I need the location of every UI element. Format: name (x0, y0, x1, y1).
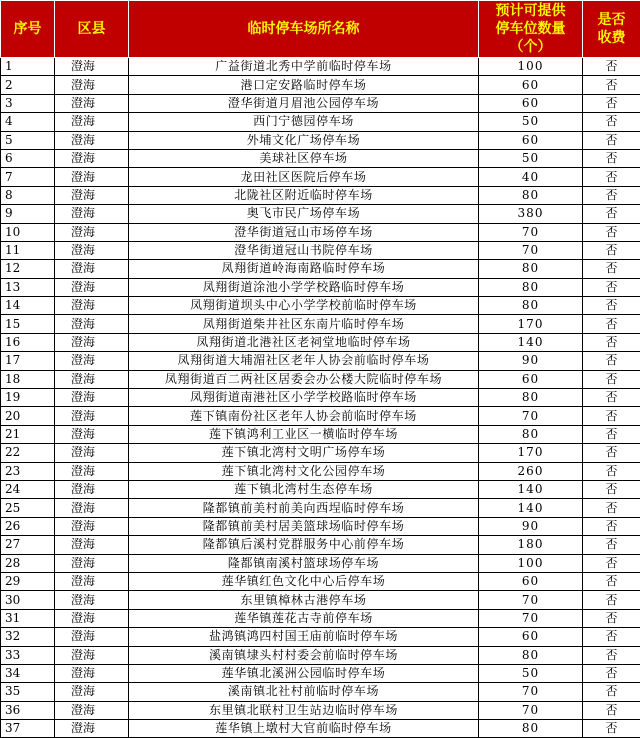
cell-lot-name: 莲华镇北溪洲公园临时停车场 (129, 664, 479, 682)
cell-fee: 否 (583, 720, 640, 738)
table-row (1, 352, 640, 370)
cell-county: 澄海 (55, 517, 129, 535)
cell-space-count: 60 (479, 370, 583, 388)
cell-lot-name: 溪南镇埭头村村委会前临时停车场 (129, 646, 479, 664)
cell-seq: 23 (1, 462, 55, 480)
cell-lot-name: 凤翔街道百二两社区居委会办公楼大院临时停车场 (129, 370, 479, 388)
cell-county: 澄海 (55, 168, 129, 186)
cell-space-count: 40 (479, 168, 583, 186)
cell-county: 澄海 (55, 609, 129, 627)
cell-space-count: 70 (479, 241, 583, 259)
cell-fee: 否 (583, 407, 640, 425)
table-row (1, 554, 640, 572)
table-row (1, 58, 640, 76)
cell-seq: 9 (1, 205, 55, 223)
cell-fee: 否 (583, 572, 640, 590)
cell-county: 澄海 (55, 572, 129, 590)
cell-fee: 否 (583, 517, 640, 535)
cell-space-count: 70 (479, 609, 583, 627)
cell-lot-name: 隆都镇前美村前美向西埕临时停车场 (129, 499, 479, 517)
cell-lot-name: 西门宁德园停车场 (129, 113, 479, 131)
cell-lot-name: 北陇社区附近临时停车场 (129, 186, 479, 204)
cell-seq: 31 (1, 609, 55, 627)
cell-seq: 20 (1, 407, 55, 425)
cell-space-count: 80 (479, 278, 583, 296)
cell-county: 澄海 (55, 701, 129, 719)
cell-space-count: 80 (479, 260, 583, 278)
cell-space-count: 100 (479, 554, 583, 572)
cell-seq: 16 (1, 333, 55, 351)
cell-fee: 否 (583, 499, 640, 517)
cell-seq: 7 (1, 168, 55, 186)
cell-space-count: 60 (479, 628, 583, 646)
header-row (1, 1, 640, 58)
table-row (1, 536, 640, 554)
table-row (1, 720, 640, 738)
cell-space-count: 170 (479, 444, 583, 462)
cell-county: 澄海 (55, 297, 129, 315)
cell-fee: 否 (583, 315, 640, 333)
cell-lot-name: 莲下镇北湾村生态停车场 (129, 480, 479, 498)
cell-county: 澄海 (55, 425, 129, 443)
cell-lot-name: 莲华镇上墩村大官前临时停车场 (129, 720, 479, 738)
cell-lot-name: 龙田社区医院后停车场 (129, 168, 479, 186)
cell-seq: 3 (1, 94, 55, 112)
cell-lot-name: 隆都镇后溪村党群服务中心前停车场 (129, 536, 479, 554)
cell-fee: 否 (583, 683, 640, 701)
cell-seq: 36 (1, 701, 55, 719)
cell-lot-name: 澄华街道冠山书院停车场 (129, 241, 479, 259)
cell-space-count: 140 (479, 499, 583, 517)
table-row (1, 94, 640, 112)
cell-space-count: 90 (479, 352, 583, 370)
table-row (1, 664, 640, 682)
cell-fee: 否 (583, 664, 640, 682)
cell-space-count: 60 (479, 94, 583, 112)
cell-space-count: 70 (479, 683, 583, 701)
cell-county: 澄海 (55, 241, 129, 259)
cell-space-count: 80 (479, 425, 583, 443)
cell-lot-name: 莲华镇莲花古寺前停车场 (129, 609, 479, 627)
cell-fee: 否 (583, 646, 640, 664)
cell-fee: 否 (583, 333, 640, 351)
cell-space-count: 50 (479, 664, 583, 682)
cell-county: 澄海 (55, 205, 129, 223)
cell-lot-name: 隆都镇前美村居美篮球场临时停车场 (129, 517, 479, 535)
cell-seq: 32 (1, 628, 55, 646)
cell-county: 澄海 (55, 278, 129, 296)
cell-county: 澄海 (55, 333, 129, 351)
cell-fee: 否 (583, 168, 640, 186)
cell-seq: 13 (1, 278, 55, 296)
table-row (1, 278, 640, 296)
cell-fee: 否 (583, 113, 640, 131)
header-count-line: 停车位数量 (495, 21, 566, 37)
cell-seq: 22 (1, 444, 55, 462)
cell-fee: 否 (583, 480, 640, 498)
cell-fee: 否 (583, 76, 640, 94)
table-row (1, 609, 640, 627)
cell-lot-name: 莲华镇红色文化中心后停车场 (129, 572, 479, 590)
table-row (1, 131, 640, 149)
table-row (1, 76, 640, 94)
cell-lot-name: 凤翔街道柴井社区东南片临时停车场 (129, 315, 479, 333)
cell-lot-name: 凤翔街道南港社区小学学校路临时停车场 (129, 389, 479, 407)
cell-county: 澄海 (55, 407, 129, 425)
cell-lot-name: 凤翔街道北港社区老祠堂地临时停车场 (129, 333, 479, 351)
header-county: 区县 (55, 1, 129, 58)
cell-county: 澄海 (55, 186, 129, 204)
cell-lot-name: 广益街道北秀中学前临时停车场 (129, 58, 479, 76)
cell-space-count: 80 (479, 297, 583, 315)
cell-fee: 否 (583, 131, 640, 149)
cell-space-count: 70 (479, 701, 583, 719)
table-row (1, 241, 640, 259)
table-row (1, 499, 640, 517)
cell-fee: 否 (583, 554, 640, 572)
cell-space-count: 50 (479, 113, 583, 131)
cell-county: 澄海 (55, 499, 129, 517)
cell-space-count: 60 (479, 131, 583, 149)
table-body (1, 58, 640, 738)
table-row (1, 205, 640, 223)
cell-county: 澄海 (55, 554, 129, 572)
cell-space-count: 100 (479, 58, 583, 76)
cell-county: 澄海 (55, 58, 129, 76)
cell-fee: 否 (583, 149, 640, 167)
cell-space-count: 70 (479, 591, 583, 609)
cell-seq: 17 (1, 352, 55, 370)
cell-county: 澄海 (55, 683, 129, 701)
cell-county: 澄海 (55, 149, 129, 167)
header-name: 临时停车场所名称 (129, 1, 479, 58)
cell-fee: 否 (583, 462, 640, 480)
cell-lot-name: 美球社区停车场 (129, 149, 479, 167)
cell-space-count: 380 (479, 205, 583, 223)
header-count-line: （个） (509, 39, 552, 55)
cell-county: 澄海 (55, 94, 129, 112)
cell-seq: 24 (1, 480, 55, 498)
cell-seq: 12 (1, 260, 55, 278)
table-row (1, 646, 640, 664)
cell-space-count: 50 (479, 149, 583, 167)
table-row (1, 572, 640, 590)
table-row (1, 149, 640, 167)
table-row (1, 186, 640, 204)
cell-lot-name: 凤翔街道岭海南路临时停车场 (129, 260, 479, 278)
cell-space-count: 260 (479, 462, 583, 480)
table-row (1, 407, 640, 425)
cell-space-count: 60 (479, 572, 583, 590)
cell-seq: 34 (1, 664, 55, 682)
table-row (1, 370, 640, 388)
cell-lot-name: 澄华街道冠山市场停车场 (129, 223, 479, 241)
cell-space-count: 70 (479, 223, 583, 241)
cell-seq: 10 (1, 223, 55, 241)
cell-fee: 否 (583, 241, 640, 259)
cell-fee: 否 (583, 223, 640, 241)
cell-lot-name: 港口定安路临时停车场 (129, 76, 479, 94)
cell-lot-name: 溪南镇北社村前临时停车场 (129, 683, 479, 701)
cell-seq: 29 (1, 572, 55, 590)
cell-seq: 19 (1, 389, 55, 407)
table-row (1, 591, 640, 609)
cell-county: 澄海 (55, 370, 129, 388)
cell-seq: 33 (1, 646, 55, 664)
cell-seq: 2 (1, 76, 55, 94)
cell-county: 澄海 (55, 720, 129, 738)
cell-county: 澄海 (55, 113, 129, 131)
cell-space-count: 80 (479, 186, 583, 204)
cell-lot-name: 隆都镇南溪村篮球场停车场 (129, 554, 479, 572)
cell-county: 澄海 (55, 223, 129, 241)
cell-seq: 1 (1, 58, 55, 76)
cell-space-count: 80 (479, 720, 583, 738)
cell-lot-name: 莲下镇北湾村文化公园停车场 (129, 462, 479, 480)
cell-seq: 27 (1, 536, 55, 554)
cell-county: 澄海 (55, 462, 129, 480)
cell-county: 澄海 (55, 480, 129, 498)
cell-lot-name: 外埔文化广场停车场 (129, 131, 479, 149)
table-row (1, 425, 640, 443)
cell-fee: 否 (583, 389, 640, 407)
cell-fee: 否 (583, 370, 640, 388)
cell-space-count: 80 (479, 646, 583, 664)
cell-lot-name: 澄华街道月眉池公园停车场 (129, 94, 479, 112)
cell-county: 澄海 (55, 315, 129, 333)
table-row (1, 315, 640, 333)
table-row (1, 260, 640, 278)
cell-lot-name: 凤翔街道涂池小学学校路临时停车场 (129, 278, 479, 296)
cell-seq: 15 (1, 315, 55, 333)
cell-space-count: 140 (479, 480, 583, 498)
cell-fee: 否 (583, 278, 640, 296)
cell-county: 澄海 (55, 444, 129, 462)
cell-space-count: 180 (479, 536, 583, 554)
table-row (1, 389, 640, 407)
table-row (1, 168, 640, 186)
cell-space-count: 70 (479, 407, 583, 425)
cell-fee: 否 (583, 58, 640, 76)
cell-seq: 14 (1, 297, 55, 315)
cell-county: 澄海 (55, 389, 129, 407)
table-row (1, 223, 640, 241)
cell-fee: 否 (583, 591, 640, 609)
cell-lot-name: 奥飞市民广场停车场 (129, 205, 479, 223)
cell-fee: 否 (583, 260, 640, 278)
cell-county: 澄海 (55, 76, 129, 94)
cell-county: 澄海 (55, 536, 129, 554)
cell-lot-name: 莲下镇北湾村文明广场停车场 (129, 444, 479, 462)
cell-county: 澄海 (55, 131, 129, 149)
table-row (1, 462, 640, 480)
cell-lot-name: 盐鸿镇鸿四村国王庙前临时停车场 (129, 628, 479, 646)
table-row (1, 683, 640, 701)
cell-space-count: 80 (479, 389, 583, 407)
header-fee (583, 1, 640, 58)
cell-county: 澄海 (55, 664, 129, 682)
cell-seq: 18 (1, 370, 55, 388)
table-row (1, 444, 640, 462)
table-row (1, 517, 640, 535)
cell-seq: 6 (1, 149, 55, 167)
cell-fee: 否 (583, 205, 640, 223)
header-fee-line: 收费 (597, 30, 626, 46)
cell-seq: 21 (1, 425, 55, 443)
header-count-line: 预计可提供 (495, 3, 566, 19)
table-row (1, 628, 640, 646)
cell-seq: 37 (1, 720, 55, 738)
cell-fee: 否 (583, 609, 640, 627)
cell-county: 澄海 (55, 628, 129, 646)
cell-county: 澄海 (55, 260, 129, 278)
table-row (1, 297, 640, 315)
cell-fee: 否 (583, 94, 640, 112)
cell-space-count: 60 (479, 76, 583, 94)
header-fee-line: 是否 (597, 12, 626, 28)
table-row (1, 333, 640, 351)
cell-lot-name: 东里镇樟林古港停车场 (129, 591, 479, 609)
cell-fee: 否 (583, 186, 640, 204)
cell-seq: 35 (1, 683, 55, 701)
cell-seq: 8 (1, 186, 55, 204)
cell-county: 澄海 (55, 591, 129, 609)
cell-seq: 5 (1, 131, 55, 149)
cell-seq: 25 (1, 499, 55, 517)
cell-fee: 否 (583, 444, 640, 462)
cell-lot-name: 凤翔街道坝头中心小学学校前临时停车场 (129, 297, 479, 315)
cell-space-count: 170 (479, 315, 583, 333)
cell-space-count: 140 (479, 333, 583, 351)
cell-fee: 否 (583, 536, 640, 554)
cell-lot-name: 东里镇北联村卫生站边临时停车场 (129, 701, 479, 719)
cell-fee: 否 (583, 352, 640, 370)
table-row (1, 113, 640, 131)
cell-seq: 30 (1, 591, 55, 609)
cell-seq: 26 (1, 517, 55, 535)
table-row (1, 701, 640, 719)
cell-lot-name: 莲下镇南份社区老年人协会前临时停车场 (129, 407, 479, 425)
cell-fee: 否 (583, 297, 640, 315)
table-header (1, 1, 640, 58)
header-seq: 序号 (1, 1, 55, 58)
cell-fee: 否 (583, 628, 640, 646)
cell-fee: 否 (583, 425, 640, 443)
cell-space-count: 90 (479, 517, 583, 535)
cell-county: 澄海 (55, 352, 129, 370)
cell-lot-name: 莲下镇鸿利工业区一横临时停车场 (129, 425, 479, 443)
cell-fee: 否 (583, 701, 640, 719)
cell-seq: 11 (1, 241, 55, 259)
table-row (1, 480, 640, 498)
header-count (479, 1, 583, 58)
cell-county: 澄海 (55, 646, 129, 664)
cell-lot-name: 凤翔街道大埔湄社区老年人协会前临时停车场 (129, 352, 479, 370)
cell-seq: 28 (1, 554, 55, 572)
cell-seq: 4 (1, 113, 55, 131)
